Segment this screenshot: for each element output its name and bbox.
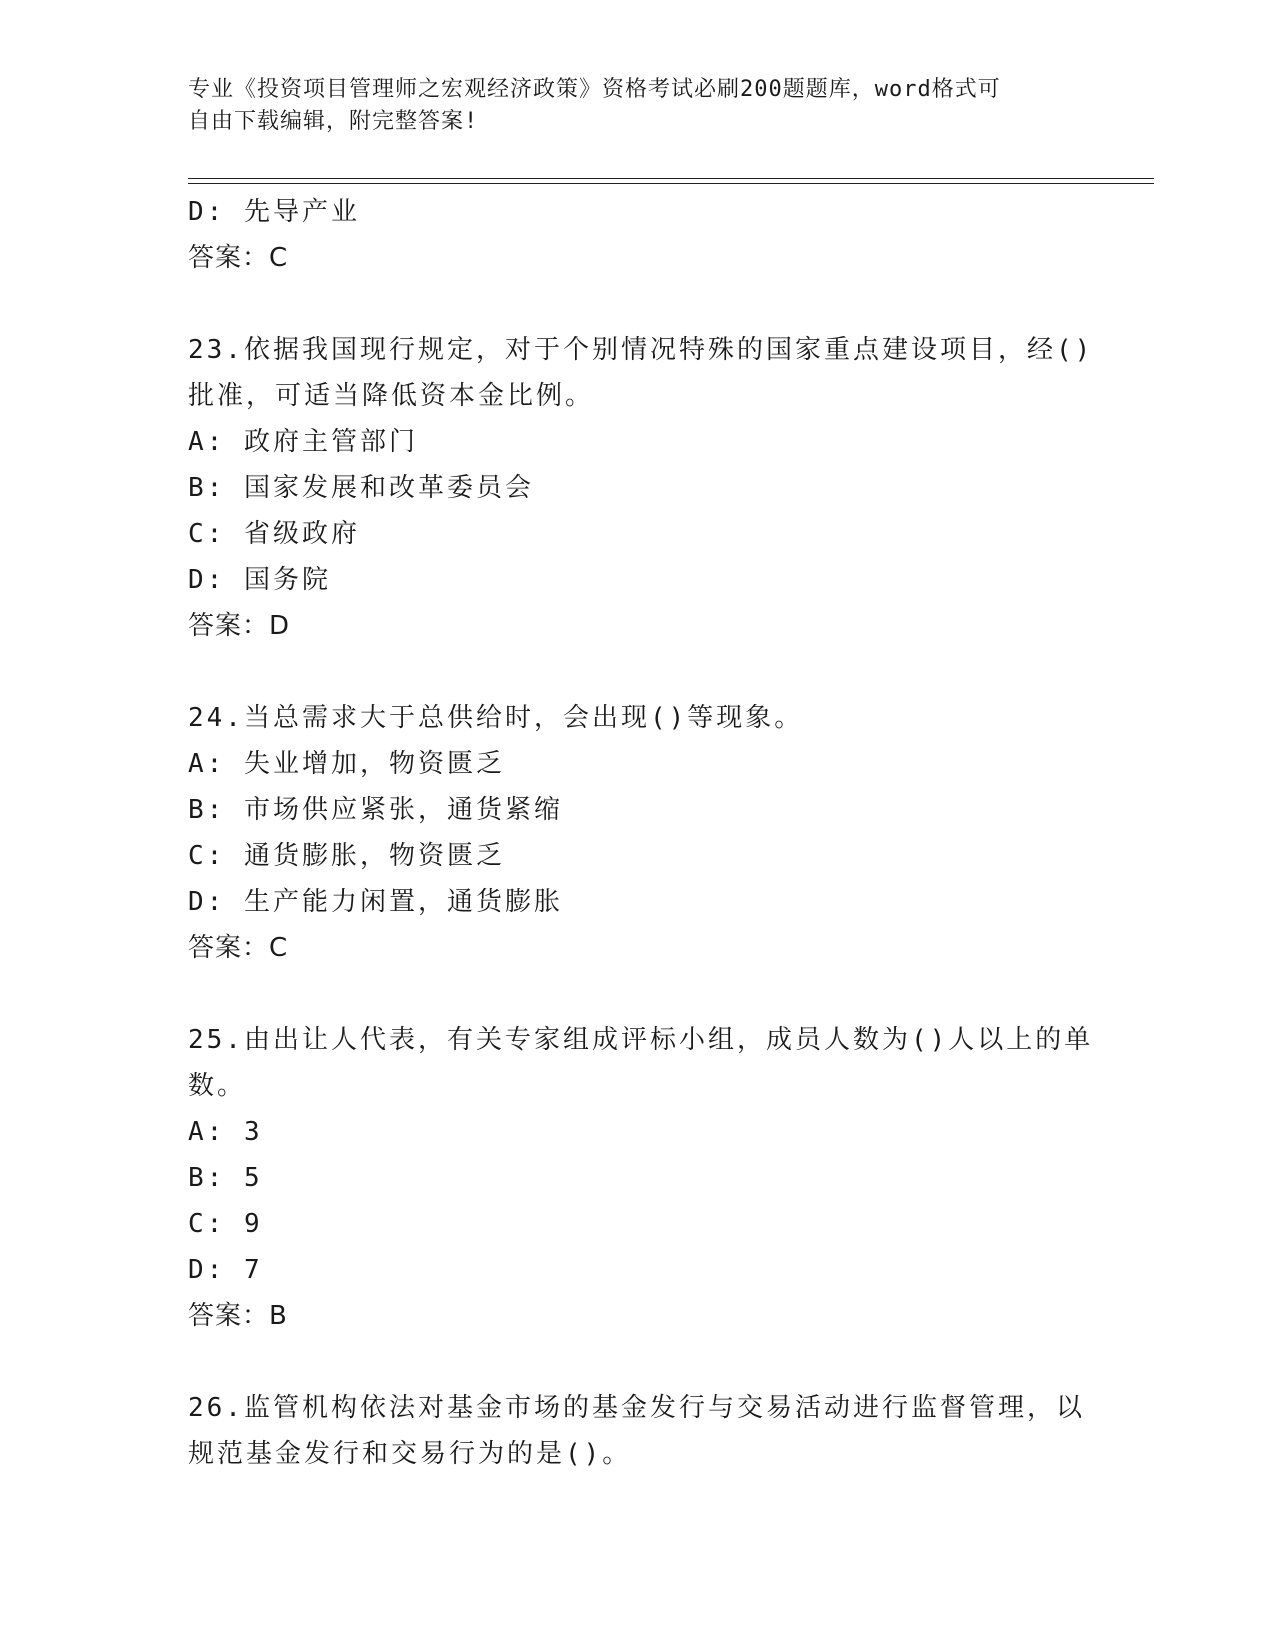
header-divider-top — [188, 178, 1154, 179]
question-23-text-2: 批准，可适当降低资本金比例。 — [188, 381, 595, 411]
question-23-option-c: C: 省级政府 — [188, 519, 360, 549]
prev-answer: 答案：C — [188, 243, 289, 273]
question-24-answer: 答案：C — [188, 933, 289, 963]
question-26-text-2: 规范基金发行和交易行为的是()。 — [188, 1439, 632, 1469]
header-divider-bottom — [188, 183, 1154, 184]
question-25-text-2: 数。 — [188, 1071, 247, 1101]
question-24 — [188, 695, 1088, 971]
question-24-text-1: 24.当总需求大于总供给时，会出现()等现象。 — [188, 703, 804, 733]
question-25-option-d: D: 7 — [188, 1255, 263, 1285]
question-24-option-b: B: 市场供应紧张，通货紧缩 — [188, 795, 563, 825]
question-23 — [188, 327, 1094, 649]
question-23-option-d: D: 国务院 — [188, 565, 331, 595]
question-25-option-b: B: 5 — [188, 1163, 263, 1193]
question-list — [188, 189, 1094, 1477]
question-23-option-a: A: 政府主管部门 — [188, 427, 418, 457]
question-25-answer: 答案：B — [188, 1301, 288, 1331]
question-26-text-1: 26.监管机构依法对基金市场的基金发行与交易活动进行监督管理，以 — [188, 1393, 1085, 1423]
question-24-option-d: D: 生产能力闲置，通货膨胀 — [188, 887, 563, 917]
document-header — [188, 74, 1068, 138]
prev-option-d: D: 先导产业 — [188, 197, 360, 227]
question-25 — [188, 1017, 1094, 1339]
header-line-1: 专业《投资项目管理师之宏观经济政策》资格考试必刷200题题库，word格式可 — [188, 77, 1001, 102]
question-24-option-a: A: 失业增加，物资匮乏 — [188, 749, 505, 779]
question-26 — [188, 1385, 1088, 1477]
question-25-text-1: 25.由出让人代表，有关专家组成评标小组，成员人数为()人以上的单 — [188, 1025, 1094, 1055]
question-24-option-c: C: 通货膨胀，物资匮乏 — [188, 841, 505, 871]
header-line-2: 自由下载编辑，附完整答案! — [188, 109, 479, 134]
question-25-option-c: C: 9 — [188, 1209, 263, 1239]
question-23-answer: 答案：D — [188, 611, 291, 641]
question-23-text-1: 23.依据我国现行规定，对于个别情况特殊的国家重点建设项目，经() — [188, 335, 1094, 365]
question-25-option-a: A: 3 — [188, 1117, 263, 1147]
question-23-option-b: B: 国家发展和改革委员会 — [188, 473, 534, 503]
